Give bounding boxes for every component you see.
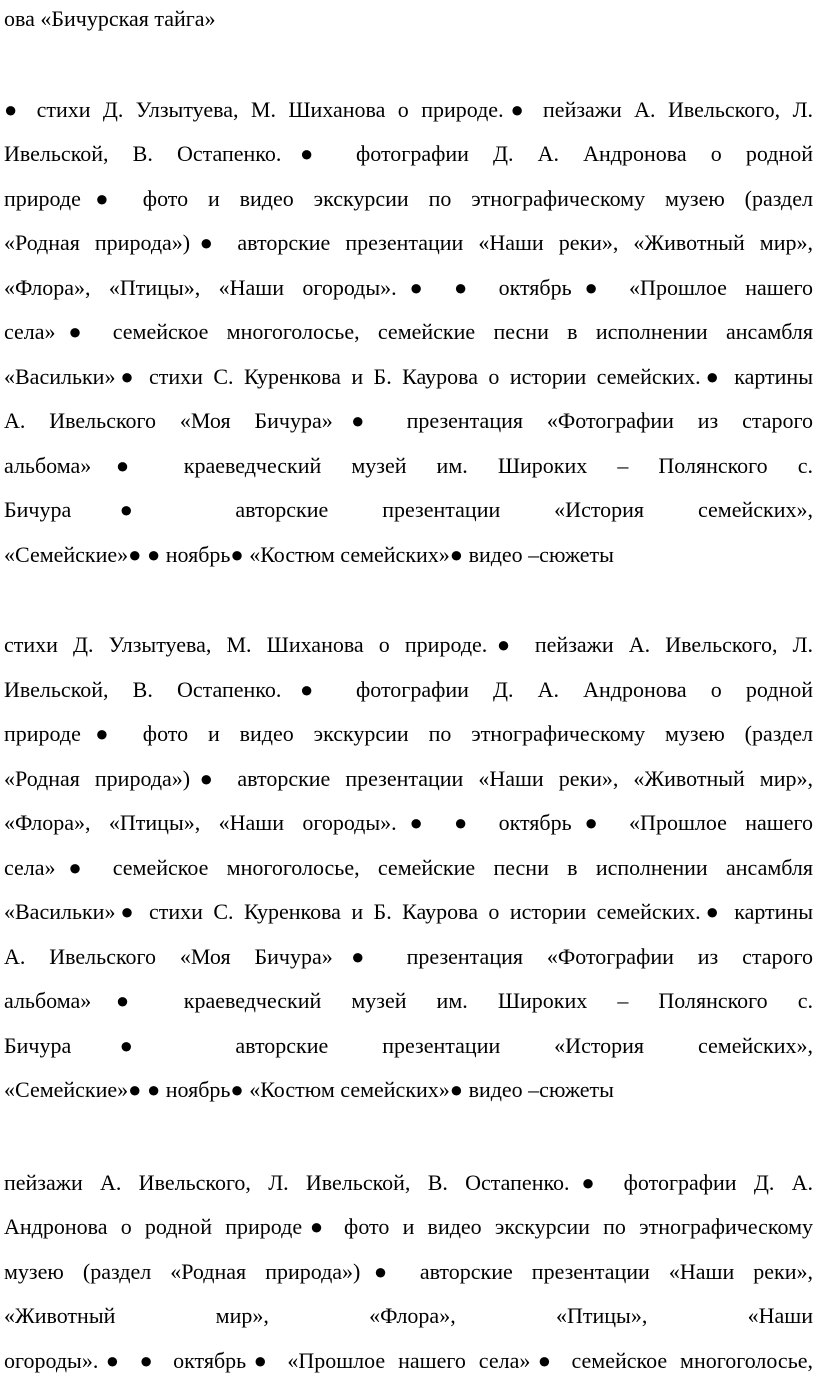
text-line: «Васильки»● стихи С. Куренкова и Б. Каурова о истории семейских.● картины [4, 355, 813, 400]
text-line: А. Ивельского «Моя Бичура»● презентация «Фотографии из старого [4, 935, 813, 980]
text-line: альбома»● краеведческий музей им. Широких – Полянского с. [4, 979, 813, 1024]
text-line: села»● семейское многоголосье, семейские песни в исполнении ансамбля [4, 846, 813, 891]
text-line: Бичура● авторские презентации «История семейских», [4, 488, 813, 533]
text-line: «Флора», «Птицы», «Наши огороды».● ● октябрь● «Прошлое нашего [4, 801, 813, 846]
paragraph-spacer [4, 42, 813, 88]
text-line: природе● фото и видео экскурсии по этнографическому музею (раздел [4, 177, 813, 222]
text-line: «Родная природа»)● авторские презентации «Наши реки», «Животный мир», [4, 221, 813, 266]
text-line: пейзажи А. Ивельского, Л. Ивельской, В. Остапенко.● фотографии Д. А. [4, 1161, 813, 1206]
text-line: Андронова о родной природе● фото и видео экскурсии по этнографическому [4, 1205, 813, 1250]
text-line: Бичура● авторские презентации «История семейских», [4, 1024, 813, 1069]
text-line: «Семейские»● ● ноябрь● «Костюм семейских»● видео –сюжеты [4, 533, 813, 578]
text-line: села»● семейское многоголосье, семейские песни в исполнении ансамбля [4, 310, 813, 355]
text-line: стихи Д. Улзытуева, М. Шиханова о природе.● пейзажи А. Ивельского, Л. [4, 623, 813, 668]
paragraph-spacer [4, 1113, 813, 1161]
text-line: «Семейские»● ● ноябрь● «Костюм семейских»● видео –сюжеты [4, 1068, 813, 1113]
paragraph-3 [4, 1161, 813, 1383]
text-line: природе● фото и видео экскурсии по этнографическому музею (раздел [4, 712, 813, 757]
paragraph-2 [4, 623, 813, 1113]
text-line: ова «Бичурская тайга» [4, 0, 813, 42]
text-line: А. Ивельского «Моя Бичура»● презентация «Фотографии из старого [4, 399, 813, 444]
paragraph-1 [4, 88, 813, 578]
text-line: «Родная природа»)● авторские презентации «Наши реки», «Животный мир», [4, 757, 813, 802]
text-line: «Животный мир», «Флора», «Птицы», «Наши [4, 1294, 813, 1339]
text-line: огороды».● ● октябрь● «Прошлое нашего села»● семейское многоголосье, [4, 1339, 813, 1383]
text-line: ● стихи Д. Улзытуева, М. Шиханова о природе.● пейзажи А. Ивельского, Л. [4, 88, 813, 133]
text-line: «Васильки»● стихи С. Куренкова и Б. Каурова о истории семейских.● картины [4, 890, 813, 935]
text-line: альбома»● краеведческий музей им. Широких – Полянского с. [4, 444, 813, 489]
text-line: Ивельской, В. Остапенко.● фотографии Д. А. Андронова о родной [4, 132, 813, 177]
text-line: музею (раздел «Родная природа»)● авторские презентации «Наши реки», [4, 1250, 813, 1295]
text-line: Ивельской, В. Остапенко.● фотографии Д. А. Андронова о родной [4, 668, 813, 713]
paragraph-spacer [4, 577, 813, 623]
text-line: «Флора», «Птицы», «Наши огороды».● ● октябрь● «Прошлое нашего [4, 266, 813, 311]
